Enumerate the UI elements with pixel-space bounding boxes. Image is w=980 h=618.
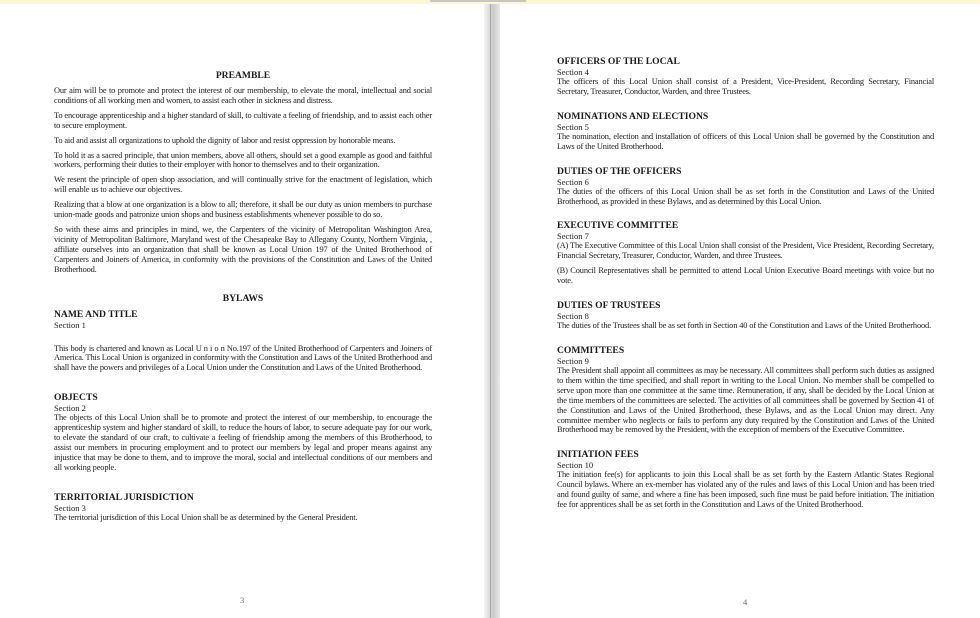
section-number: Section 5 xyxy=(557,121,589,132)
page-number: 4 xyxy=(743,597,748,607)
section-heading: INITIATION FEES xyxy=(557,449,639,461)
section-number: Section 3 xyxy=(54,502,86,513)
section-text: The territorial jurisdiction of this Local Union shall be as determined by the General President. xyxy=(54,512,358,522)
section-heading: OFFICERS OF THE LOCAL xyxy=(557,56,680,67)
section-text: The duties of the officers of this Local Union shall be as set forth in the Constitution and Laws of the United Brotherhood, as provided in these Bylaws, and as determined by this Local Union. xyxy=(557,186,934,206)
preamble-paragraph: So with these aims and principles in mind, we, the Carpenters of the vicinity of Metropolitan Washington Area, vicinity of Metropolitan Baltimore, Maryland west of the Chesapeake Bay to Allegany County, Northern Virginia, , affiliate ourselves into an organization that shall be known as Local Union 197 of the United Brotherhood of Carpenters and Joiners of America, in conformity with the provisions of the Constitution and Laws of the United Brotherhood. xyxy=(54,224,432,274)
section-heading: NOMINATIONS AND ELECTIONS xyxy=(557,110,709,122)
section-number: Section 9 xyxy=(557,355,589,366)
section-text: The initiation fee(s) for applicants to join this Local shall be as set forth by the Eastern Atlantic States Regional Council bylaws. Where an ex-member has violated any of the rules and laws of this Local Union and has been tried and found guilty of same, and where a fine has been imposed, such fine must be paid before initiation. The initiation fee for apprentices shall be as set forth in the Constitution and Laws of the United Brotherhood. xyxy=(557,470,934,510)
page-divider xyxy=(490,4,491,618)
preamble-paragraph: We resent the principle of open shop association, and will continually strive for the enactment of legislation, which will enable us to achieve our objectives. xyxy=(54,175,432,195)
section-number: Section 4 xyxy=(557,67,589,77)
section-heading: NAME AND TITLE xyxy=(54,308,138,320)
section-heading: TERRITORIAL JURISDICTION xyxy=(54,491,194,503)
preamble-title: PREAMBLE xyxy=(215,70,271,81)
section-text: The nomination, election and installation of officers of this Local Union shall be governed by the Constitution and Laws of the United Brotherhood. xyxy=(557,131,934,151)
section-number: Section 2 xyxy=(54,403,86,414)
top-bar-tab xyxy=(430,0,526,2)
section-text: (A) The Executive Committee of this Local Union shall consist of the President, Vice President, Recording Secretary, Financial Secretary, Treasurer, Conductor, Warden, and three Trustees. xyxy=(557,241,934,261)
page-gutter xyxy=(484,4,500,618)
page-3 xyxy=(0,4,484,618)
section-heading: DUTIES OF THE OFFICERS xyxy=(557,165,682,177)
section-text: The objects of this Local Union shall be to promote and protect the interest of our membership, to encourage the apprenticeship system and higher standard of skill, to reduce the hours of labor, to secure adequate pay for our work, to elevate the standard of our craft, to cultivate a feeling of friendship among the members of this Brotherhood, to assist our members in procuring employment and to protect our members by legal and proper means against any injustice that may be done to them, and to improve the moral, social and intellectual conditions of our members and all working people. xyxy=(54,413,432,472)
section-heading: DUTIES OF TRUSTEES xyxy=(557,300,661,312)
page-number: 3 xyxy=(240,595,245,605)
preamble-paragraph: Our aim will be to promote and protect the interest of our membership, to elevate the moral, intellectual and social conditions of all working men and women, to assist each other in sickness and distress. xyxy=(54,86,432,105)
section-heading: COMMITTEES xyxy=(557,344,625,356)
section-text: This body is chartered and known as Local U n i o n No.197 of the United Brotherhood of Carpenters and Joiners of America. This Local Union is organized in conformity with the Constitution and Laws of the United Brotherhood and shall have the powers and privileges of a Local Union under the Constitution and Laws of the United Brotherhood. xyxy=(54,343,432,373)
section-number: Section 7 xyxy=(557,231,589,242)
section-text: The President shall appoint all committees as may be necessary. All committees shall perform such duties as assigned to them within the time specified, and shall report in writing to the Local Union. No member shall be compelled to serve upon more than one committee at the same time. Remuneration, if any, shall be decided by the Local Union at the time members of the committees are selected. The activities of all committees shall be governed by Section 41 of the Constitution and Laws of the United Brotherhood, these Bylaws, and as the Local Union may direct. Any committee member who neglects or fails to perform any duty required by the Constitution and Laws of the United Brotherhood may be removed by the President, with the exception of members of the Executive Committee. xyxy=(557,365,934,435)
section-number: Section 8 xyxy=(557,311,589,322)
preamble-paragraph: To encourage apprenticeship and a higher standard of skill, to cultivate a feeling of friendship, and to assist each other to secure employment. xyxy=(54,110,432,130)
section-number: Section 1 xyxy=(54,319,86,330)
preamble-paragraph: To aid and assist all organizations to uphold the dignity of labor and resist oppression by honorable means. xyxy=(54,135,396,145)
bylaws-title: BYLAWS xyxy=(222,292,264,304)
section-text: The officers of this Local Union shall consist of a President, Vice-President, Recording Secretary, Financial Secretary, Treasurer, Conductor, Warden, and three Trustees. xyxy=(557,77,934,96)
preamble-paragraph: To hold it as a sacred principle, that union members, above all others, should set a good example as good and faithful workers, performing their duties to their employer with honor to themselves and to their organization. xyxy=(54,150,432,170)
section-text: The duties of the Trustees shall be as set forth in Section 40 of the Constitution and Laws of the United Brotherhood. xyxy=(557,321,932,331)
section-number: Section 10 xyxy=(557,460,594,471)
page-4 xyxy=(500,4,980,618)
section-heading: OBJECTS xyxy=(54,392,98,404)
page-3-content xyxy=(54,70,432,523)
preamble-paragraph: Realizing that a blow at one organization is a blow to all; therefore, it shall be our duty as union members to purchase union-made goods and patronize union shops and business establishments whenever possible to do so. xyxy=(54,200,432,220)
page-4-content xyxy=(557,56,934,510)
section-heading: EXECUTIVE COMMITTEE xyxy=(557,220,679,232)
section-text: (B) Council Representatives shall be permitted to attend Local Union Executive Board meetings with voice but no vote. xyxy=(557,266,934,286)
section-number: Section 6 xyxy=(557,176,589,187)
